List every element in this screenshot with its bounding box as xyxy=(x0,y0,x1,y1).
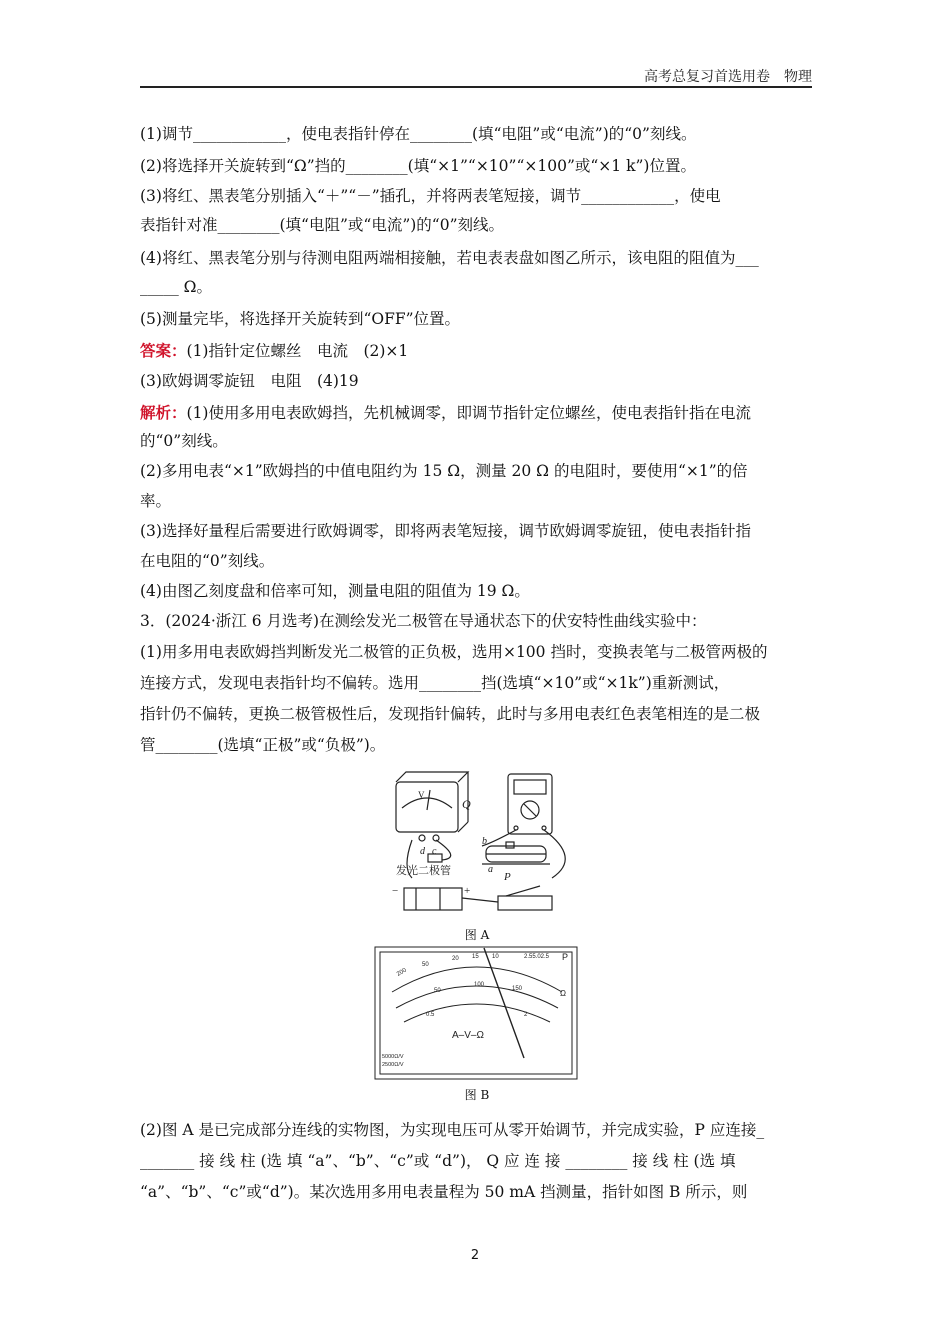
battery-plus: + xyxy=(464,885,471,897)
q3-line-6: _______ 接 线 柱 (选 填 “a”、“b”、“c”或 “d”)， Q 应 连 接 ________ 接 线 柱 (选 填 xyxy=(140,1152,736,1170)
inner-tick-2: 2 xyxy=(524,1012,528,1018)
dial-center-label: A–V–Ω xyxy=(452,1030,484,1041)
voltmeter-v-label: V xyxy=(418,790,425,800)
ohm-tick-10: 10 xyxy=(492,954,499,960)
mid-tick-50: 50 xyxy=(434,988,441,994)
battery-minus: − xyxy=(392,885,399,897)
ohm-tick-15: 15 xyxy=(472,954,479,960)
switch xyxy=(498,886,552,910)
answer-label: 答案： xyxy=(140,341,187,360)
ohm-tick-20: 20 xyxy=(452,956,459,962)
rheostat xyxy=(482,842,550,864)
range-text: 2.55.02.5 xyxy=(524,954,550,960)
diode-label: 发光二极管 xyxy=(396,865,451,877)
label-q: Q xyxy=(462,797,471,811)
figure-a-circuit xyxy=(382,768,592,918)
spec-2: 2500Ω/V xyxy=(382,1062,404,1068)
analysis-label: 解析： xyxy=(140,403,187,422)
mid-tick-150: 150 xyxy=(512,986,523,992)
p-mark: P xyxy=(562,952,569,962)
answer-line-2: (3)欧姆调零旋钮 电阻 (4)19 xyxy=(140,372,359,390)
figure-b-caption: 图 B xyxy=(464,1088,490,1102)
answer-line-1 xyxy=(140,336,812,366)
analysis-line-4: 率。 xyxy=(140,492,172,510)
mid-tick-100: 100 xyxy=(474,982,485,988)
figure-a-caption: 图 A xyxy=(464,928,490,942)
battery xyxy=(404,888,462,910)
q2-line-2: (2)将选择开关旋转到“Ω”挡的________(填“×1”“×10”“×100”或“×1 k”)位置。 xyxy=(140,157,696,175)
label-c: c xyxy=(432,846,437,857)
analysis-line-7: (4)由图乙刻度盘和倍率可知，测量电阻的阻值为 19 Ω。 xyxy=(140,582,530,600)
ohm-tick-50: 50 xyxy=(422,962,429,968)
analysis-line-6: 在电阻的“0”刻线。 xyxy=(140,552,275,570)
spec-1: 5000Ω/V xyxy=(382,1054,404,1060)
analysis-line-3: (2)多用电表“×1”欧姆挡的中值电阻约为 15 Ω，测量 20 Ω 的电阻时，要使用“×1”的倍 xyxy=(140,462,748,480)
label-p: P xyxy=(504,871,511,883)
analysis-text-1: (1)使用多用电表欧姆挡，先机械调零，即调节指针定位螺丝，使电表指针指在电流 xyxy=(186,404,751,422)
voltmeter xyxy=(396,772,468,841)
pointer xyxy=(484,948,524,1058)
q3-line-1: (1)用多用电表欧姆挡判断发光二极管的正负极，选用×100 挡时，变换表笔与二极管两极的 xyxy=(140,643,768,661)
q3-line-3: 指针仍不偏转，更换二极管极性后，发现指针偏转，此时与多用电表红色表笔相连的是二极 xyxy=(140,705,761,723)
q2-line-6: _____ Ω。 xyxy=(140,278,213,296)
answer-text-1: (1)指针定位螺丝 电流 (2)×1 xyxy=(186,342,409,360)
analysis-line-1 xyxy=(140,398,812,428)
q3-line-5: (2)图 A 是已完成部分连线的实物图，为实现电压可从零开始调节，并完成实验，P 应连接_ xyxy=(140,1121,765,1139)
inner-tick-05: 0.5 xyxy=(426,1012,435,1018)
q2-line-3: (3)将红、黑表笔分别插入“＋”“－”插孔，并将两表笔短接，调节____________，使电 xyxy=(140,187,721,205)
q2-line-1: (1)调节____________，使电表指针停在________(填“电阻”或“电流”)的“0”刻线。 xyxy=(140,125,697,143)
q3-line-4: 管________(选填“正极”或“负极”)。 xyxy=(140,736,386,754)
analysis-line-2: 的“0”刻线。 xyxy=(140,432,228,450)
label-b: b xyxy=(482,836,487,847)
q3-line-7: “a”、“b”、“c”或“d”)。某次选用多用电表量程为 50 mA 挡测量，指针如图 B 所示，则 xyxy=(140,1183,748,1201)
page-number: 2 xyxy=(470,1248,480,1263)
q2-line-5: (4)将红、黑表笔分别与待测电阻两端相接触，若电表表盘如图乙所示，该电阻的阻值为___ xyxy=(140,249,759,267)
q2-line-4: 表指针对准________(填“电阻”或“电流”)的“0”刻线。 xyxy=(140,216,505,234)
q2-line-7: (5)测量完毕，将选择开关旋转到“OFF”位置。 xyxy=(140,310,461,328)
figure-b-dial xyxy=(374,946,578,1080)
analysis-line-5: (3)选择好量程后需要进行欧姆调零，即将两表笔短接，调节欧姆调零旋钮，使电表指针指 xyxy=(140,522,751,540)
multimeter xyxy=(508,774,552,834)
omega-symbol: Ω xyxy=(560,989,566,998)
ohm-scale-label: 200 xyxy=(396,967,408,978)
q3-title: 3．(2024·浙江 6 月选考)在测绘发光二极管在导通状态下的伏安特性曲线实验中： xyxy=(140,612,707,630)
label-d: d xyxy=(420,846,425,857)
label-a: a xyxy=(488,864,493,875)
page-header: 高考总复习首选用卷 物理 xyxy=(644,69,812,85)
q3-line-2: 连接方式，发现电表指针均不偏转。选用________挡(选填“×10”或“×1k”)重新测试， xyxy=(140,674,730,692)
header-rule xyxy=(140,86,812,88)
